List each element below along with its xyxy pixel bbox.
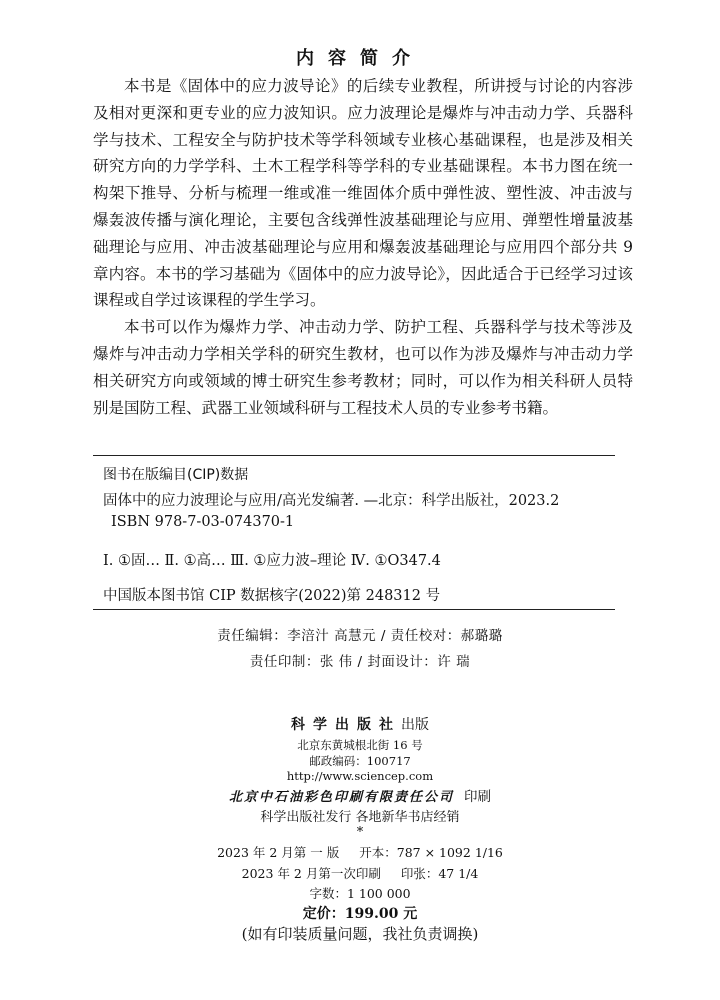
cip-heading: 图书在版编目(CIP)数据 [103, 467, 249, 483]
publisher-name: 科学出版社 [291, 717, 401, 733]
distribution: 科学出版社发行 各地新华书店经销 [260, 810, 460, 825]
printing-line [0, 864, 720, 882]
cip-classification: Ⅰ. ①固… Ⅱ. ①高… Ⅲ. ①应力波–理论 Ⅳ. ①O347.4 [103, 553, 441, 569]
cip-number: 中国版本图书馆 CIP 数据核字(2022)第 248312 号 [103, 588, 441, 604]
printer-suffix: 印刷 [464, 789, 491, 805]
editors-line: 责任编辑：李涪汁 高慧元 / 责任校对：郝璐璐 [217, 628, 503, 644]
word-count: 字数：1 100 000 [309, 886, 411, 901]
quality-notice: (如有印装质量问题，我社负责调换) [241, 925, 479, 943]
publisher-suffix: 出版 [401, 717, 429, 733]
divider-top [93, 455, 615, 456]
introduction [93, 73, 633, 421]
cip-isbn: ISBN 978-7-03-074370-1 [111, 514, 295, 530]
separator-asterisk: * [356, 825, 364, 840]
postcode: 邮政编码：100717 [309, 754, 411, 768]
cip-record: 固体中的应力波理论与应用/高光发编著. —北京：科学出版社，2023.2 [103, 493, 560, 509]
price: 定价：199.00 元 [302, 906, 418, 922]
page-title: 内容简介 [296, 48, 424, 69]
format: 开本：787 × 1092 1/16 [359, 845, 503, 860]
intro-paragraph-1: 本书是《固体中的应力波导论》的后续专业教程，所讲授与讨论的内容涉及相对更深和更专业的应力波知识。应力波理论是爆炸与冲击动力学、兵器科学与技术、工程安全与防护技术等学科领域专业核心基础课程，也是涉及相关研究方向的力学学科、土木工程学科等学科的专业基础课程。本书力图在统一构架下推导、分析与梳理一维或准一维固体介质中弹性波、塑性波、冲击波与爆轰波传播与演化理论，主要包含线弹性波基础理论与应用、弹塑性增量波基础理论与应用、冲击波基础理论与应用和爆轰波基础理论与应用四个部分共 9 章内容。本书的学习基础为《固体中的应力波导论》，因此适合于已经学习过该课程或自学过该课程的学生学习。 [93, 77, 633, 310]
publisher-line [0, 714, 720, 734]
printer-line [0, 785, 720, 805]
edition: 2023 年 2 月第 一 版 [217, 845, 340, 860]
publisher-url: http://www.sciencep.com [286, 769, 434, 783]
publisher-address: 北京东黄城根北街 16 号 [297, 738, 423, 752]
sheets: 印张：47 1/4 [400, 866, 479, 881]
printing: 2023 年 2 月第一次印刷 [241, 866, 381, 881]
production-line: 责任印制：张 伟 / 封面设计：许 瑞 [249, 654, 471, 670]
divider-bottom [93, 609, 615, 610]
intro-paragraph-2: 本书可以作为爆炸力学、冲击动力学、防护工程、兵器科学与技术等涉及爆炸与冲击动力学相关学科的研究生教材，也可以作为涉及爆炸与冲击动力学相关研究方向或领域的博士研究生参考教材；同时，可以作为相关科研人员特别是国防工程、武器工业领域科研与工程技术人员的专业参考书籍。 [93, 318, 633, 417]
printer-name: 北京中石油彩色印刷有限责任公司 [228, 790, 454, 805]
edition-line [0, 843, 720, 861]
